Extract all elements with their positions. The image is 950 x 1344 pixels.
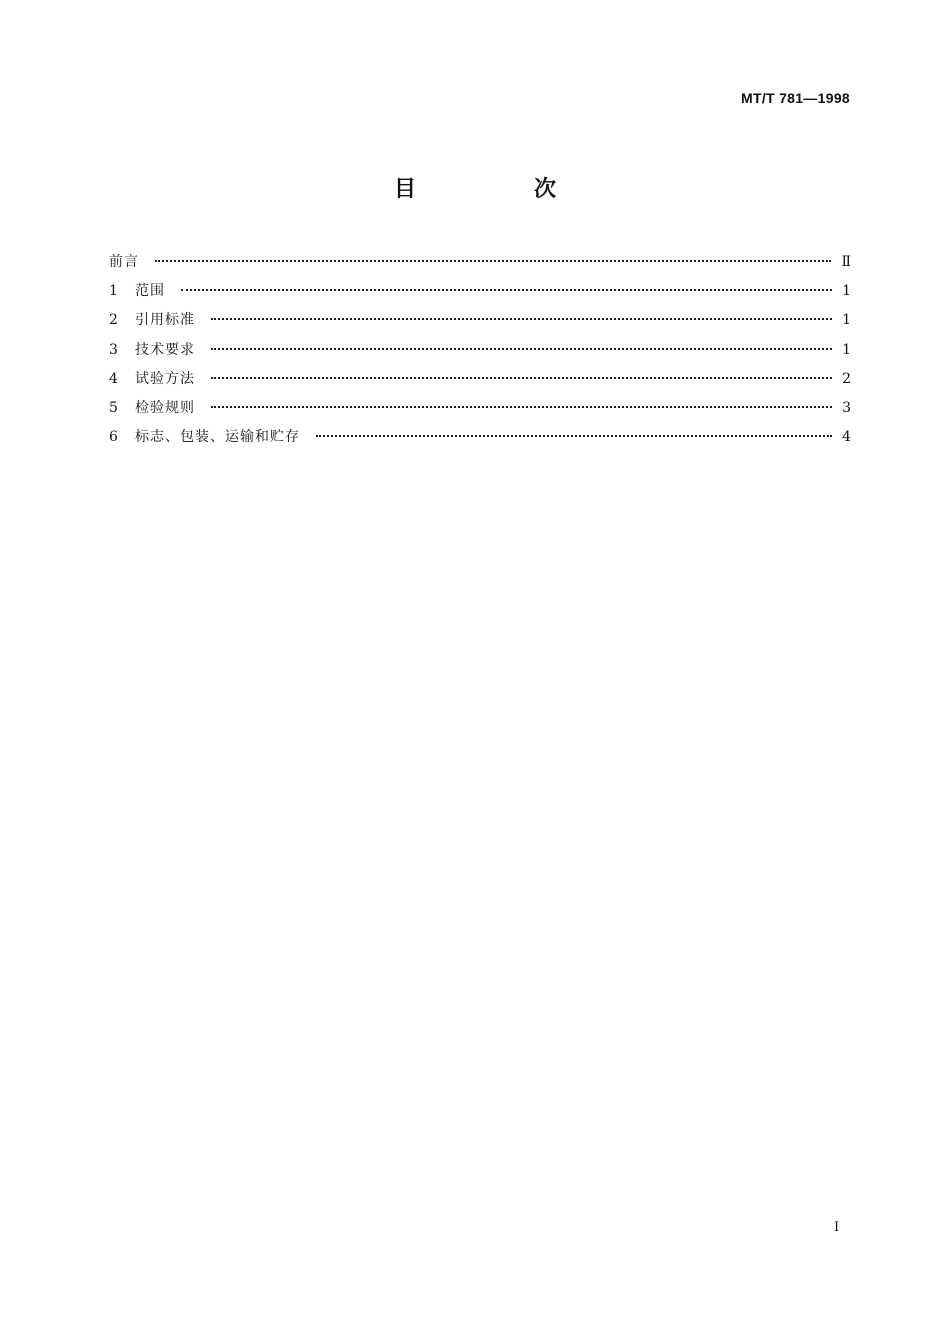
toc-entry-page: 1 — [842, 341, 851, 358]
standard-code: MT/T 781—1998 — [741, 90, 850, 106]
toc-leader-dots — [211, 406, 832, 408]
toc-leader-dots — [211, 348, 832, 350]
toc-entry-page: Ⅱ — [841, 254, 851, 270]
toc-entry-label: 试验方法 — [135, 370, 195, 387]
toc-entry-page: 1 — [842, 283, 851, 300]
toc-entry-page: 4 — [842, 429, 851, 446]
toc-leader-dots — [316, 435, 832, 437]
toc-entry-inspection-rules[interactable] — [109, 396, 851, 425]
toc-entry-marking-packaging[interactable] — [109, 425, 851, 454]
toc-entry-label: 检验规则 — [135, 399, 195, 416]
toc-entry-references[interactable] — [109, 308, 851, 337]
toc-entry-number: 5 — [109, 399, 118, 416]
toc-title: 目 次 — [393, 177, 604, 202]
toc-entry-scope[interactable] — [109, 279, 851, 308]
toc-entry-number: 2 — [109, 312, 118, 329]
toc-entry-label: 前言 — [109, 254, 139, 270]
toc-entry-number: 1 — [109, 283, 118, 300]
toc-entry-page: 2 — [842, 370, 851, 387]
toc-entry-label: 范围 — [135, 283, 165, 300]
toc-entry-label: 标志、包装、运输和贮存 — [135, 429, 300, 446]
toc-entry-number: 3 — [109, 341, 118, 358]
toc-entry-number: 6 — [109, 429, 118, 446]
page-number: Ⅰ — [834, 1220, 840, 1235]
toc-entry-page: 3 — [842, 399, 851, 416]
toc-leader-dots — [181, 289, 832, 291]
toc-leader-dots — [211, 318, 832, 320]
toc-entry-label: 技术要求 — [135, 341, 195, 358]
toc-entry-foreword[interactable] — [109, 250, 851, 279]
table-of-contents — [109, 250, 851, 454]
toc-leader-dots — [155, 260, 831, 262]
toc-entry-test-methods[interactable] — [109, 367, 851, 396]
toc-leader-dots — [211, 377, 832, 379]
toc-entry-label: 引用标准 — [135, 312, 195, 329]
toc-entry-number: 4 — [109, 370, 118, 387]
toc-entry-requirements[interactable] — [109, 338, 851, 367]
toc-entry-page: 1 — [842, 312, 851, 329]
